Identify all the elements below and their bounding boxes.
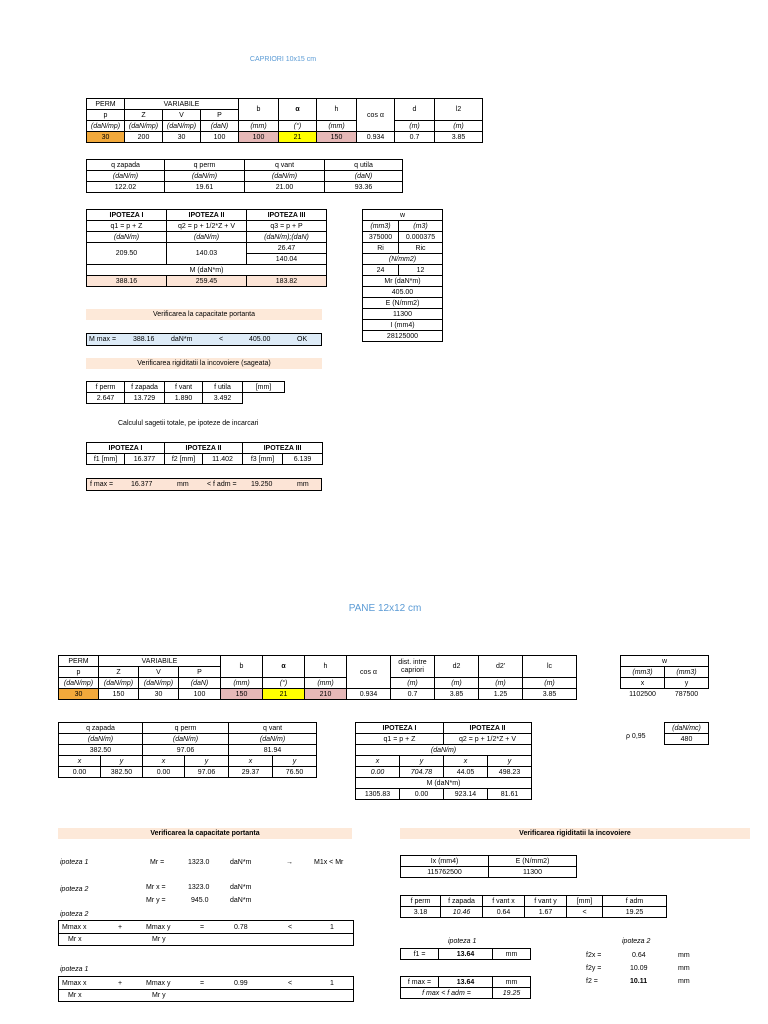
ratio-value: 0.78 bbox=[234, 924, 248, 931]
ipoteza-label: ipoteza 1 bbox=[60, 966, 89, 973]
unit: (mm) bbox=[239, 121, 279, 132]
condition: M1x < Mr bbox=[314, 859, 344, 866]
value-cell[interactable]: 93.36 bbox=[325, 182, 403, 193]
f-perm-header: f perm bbox=[401, 896, 441, 907]
value-cell[interactable]: 0.7 bbox=[391, 689, 435, 700]
f1-label: f1 [mm] bbox=[87, 454, 125, 465]
cos-header: cos α bbox=[357, 99, 395, 132]
unit: (daN) bbox=[179, 678, 221, 689]
value-cell[interactable]: 13.64 bbox=[439, 949, 493, 960]
capriori-loads-table bbox=[86, 159, 403, 193]
value-cell[interactable]: 3.85 bbox=[435, 132, 483, 143]
x-header: x bbox=[229, 756, 273, 767]
value-cell[interactable]: 97.06 bbox=[143, 745, 229, 756]
pane-deflection-table bbox=[400, 895, 667, 918]
value-cell[interactable]: 30 bbox=[59, 689, 99, 700]
value-cell[interactable]: 200 bbox=[125, 132, 163, 143]
ipoteza-3-header: IPOTEZA III bbox=[247, 210, 327, 221]
value-cell[interactable]: 0.00 bbox=[400, 789, 444, 800]
y-header: y bbox=[273, 756, 317, 767]
value-cell[interactable]: 11300 bbox=[363, 309, 443, 320]
x-header: x bbox=[143, 756, 185, 767]
value-cell[interactable]: 21.00 bbox=[245, 182, 325, 193]
unit: (mm3) bbox=[363, 221, 399, 232]
unit: [mm] bbox=[567, 896, 603, 907]
fraction-line bbox=[58, 933, 354, 934]
mr-value: 405.00 bbox=[249, 336, 271, 343]
unit: (daN/m) bbox=[167, 232, 247, 243]
ipoteza-1-header: IPOTEZA I bbox=[87, 443, 165, 454]
value-cell[interactable]: 44.05 bbox=[444, 767, 488, 778]
pane-f1-table bbox=[400, 948, 531, 960]
e-header: E (N/mm2) bbox=[363, 298, 443, 309]
ipoteza-2-header: IPOTEZA II bbox=[167, 210, 247, 221]
mry-label: Mr y = bbox=[146, 897, 166, 904]
stiffness-check-title: Verificarea rigiditatii la incovoiere (sageata) bbox=[86, 358, 322, 369]
value-cell[interactable]: 498.23 bbox=[488, 767, 532, 778]
unit: (daN/m) bbox=[356, 745, 532, 756]
unit: mm bbox=[493, 977, 531, 988]
value-cell[interactable]: 0.934 bbox=[347, 689, 391, 700]
perm-header: PERM bbox=[87, 99, 125, 110]
unit: (mm) bbox=[317, 121, 357, 132]
value-cell[interactable]: 19.61 bbox=[165, 182, 245, 193]
rho-label: ρ 0,95 bbox=[626, 733, 646, 740]
d2p-header: d2' bbox=[479, 656, 523, 678]
b-header: b bbox=[221, 656, 263, 678]
f-utila-header: f utila bbox=[203, 382, 243, 393]
ipoteza-2-caption: ipoteza 2 bbox=[622, 938, 651, 945]
value-cell[interactable]: 100 bbox=[201, 132, 239, 143]
plus-sign: + bbox=[118, 980, 123, 987]
numerator: Mmax y bbox=[146, 924, 171, 931]
f3-label: f3 [mm] bbox=[243, 454, 283, 465]
value-cell[interactable]: 28125000 bbox=[363, 331, 443, 342]
ipoteza-2-header: IPOTEZA II bbox=[444, 723, 532, 734]
equals-sign: = bbox=[200, 924, 205, 931]
pp-header: P bbox=[179, 667, 221, 678]
ok-status: OK bbox=[297, 336, 308, 343]
fmax-unit: mm bbox=[177, 481, 189, 488]
unit: (daN/m);(daN) bbox=[247, 232, 327, 243]
unit: (daN) bbox=[325, 171, 403, 182]
y-header: y bbox=[101, 756, 143, 767]
variabile-header: VARIABILE bbox=[125, 99, 239, 110]
pane-w-table bbox=[620, 655, 709, 700]
denominator: Mr y bbox=[152, 936, 166, 943]
value-cell[interactable]: 140.03 bbox=[167, 243, 247, 265]
value-cell[interactable]: 787500 bbox=[674, 690, 699, 698]
capriori-deflection-table bbox=[86, 381, 285, 404]
q-zapada-header: q zapada bbox=[87, 160, 165, 171]
f2x-label: f2x = bbox=[586, 952, 602, 959]
equals-sign: = bbox=[200, 980, 205, 987]
mrx-label: Mr x = bbox=[146, 884, 166, 891]
value-cell[interactable]: 0.934 bbox=[357, 132, 395, 143]
q-vant-header: q vant bbox=[245, 160, 325, 171]
mmax-unit: daN*m bbox=[171, 336, 193, 343]
mry-unit: daN*m bbox=[230, 897, 252, 904]
mr-header: Mr (daN*m) bbox=[363, 276, 443, 287]
unit: (daN/m) bbox=[229, 734, 317, 745]
value-cell[interactable]: 3.85 bbox=[435, 689, 479, 700]
value-cell[interactable]: 0.00 bbox=[59, 767, 101, 778]
f-perm-header: f perm bbox=[87, 382, 125, 393]
value-cell[interactable]: 3.492 bbox=[203, 393, 243, 404]
capriori-title: CAPRIORI 10x15 cm bbox=[249, 56, 317, 63]
d2-header: d2 bbox=[435, 656, 479, 678]
numerator: Mmax x bbox=[62, 924, 87, 931]
pane-input-table bbox=[58, 655, 577, 700]
unit: [mm] bbox=[243, 382, 285, 393]
f2-label: f2 = bbox=[586, 978, 598, 985]
mr-label: Mr = bbox=[150, 859, 165, 866]
alpha-header: α bbox=[263, 656, 305, 678]
f2-value: 10.11 bbox=[630, 978, 648, 985]
unit: mm bbox=[493, 949, 531, 960]
value-cell[interactable]: 21 bbox=[279, 132, 317, 143]
unit: (daN/mc) bbox=[665, 723, 709, 734]
unit: (daN/m) bbox=[143, 734, 229, 745]
mr-value: 1323.0 bbox=[188, 859, 210, 866]
f-adm-header: f adm bbox=[603, 896, 667, 907]
ipoteza-1-header: IPOTEZA I bbox=[87, 210, 167, 221]
b-header: b bbox=[239, 99, 279, 121]
value-cell[interactable]: 1305.83 bbox=[356, 789, 400, 800]
value-cell[interactable]: 0.00 bbox=[143, 767, 185, 778]
f-zapada-header: f zapada bbox=[441, 896, 483, 907]
value-cell[interactable]: 150 bbox=[99, 689, 139, 700]
fadm-condition: f max < f adm = bbox=[401, 988, 493, 999]
value-cell[interactable]: 30 bbox=[87, 132, 125, 143]
v-header: V bbox=[139, 667, 179, 678]
limit-value: 1 bbox=[330, 924, 334, 931]
fadm-value: 19.250 bbox=[251, 481, 273, 488]
unit: (daN/m) bbox=[165, 171, 245, 182]
unit: (mm) bbox=[221, 678, 263, 689]
unit: (m) bbox=[395, 121, 435, 132]
value-cell[interactable]: 150 bbox=[317, 132, 357, 143]
value-cell[interactable]: 100 bbox=[179, 689, 221, 700]
y-header: y bbox=[665, 678, 709, 689]
pp-header: P bbox=[201, 110, 239, 121]
value-cell[interactable]: 76.50 bbox=[273, 767, 317, 778]
value-cell[interactable]: 3.85 bbox=[523, 689, 577, 700]
mrx-unit: daN*m bbox=[230, 884, 252, 891]
ric-header: Ric bbox=[399, 243, 443, 254]
ipoteza-label: ipoteza 1 bbox=[60, 859, 89, 866]
pane-fmax-table bbox=[400, 976, 531, 999]
formula: q2 = p + 1/2*Z + V bbox=[444, 734, 532, 745]
unit: (daN/m) bbox=[59, 734, 143, 745]
value-cell[interactable]: 11300 bbox=[489, 867, 577, 878]
y-header: y bbox=[185, 756, 229, 767]
denominator: Mr x bbox=[68, 936, 82, 943]
lc-header: lc bbox=[523, 656, 577, 678]
x-header: x bbox=[621, 678, 665, 689]
value-cell[interactable]: 12 bbox=[399, 265, 443, 276]
x-header: x bbox=[356, 756, 400, 767]
p-header: p bbox=[59, 667, 99, 678]
formula: q1 = p + Z bbox=[356, 734, 444, 745]
value-cell[interactable]: 140.04 bbox=[247, 254, 327, 265]
unit: (N/mm2) bbox=[363, 254, 443, 265]
ratio-value: 0.99 bbox=[234, 980, 248, 987]
value-cell[interactable]: 81.61 bbox=[488, 789, 532, 800]
f2y-label: f2y = bbox=[586, 965, 602, 972]
pane-stiffness-table bbox=[400, 855, 577, 878]
ipoteza-1-caption: ipoteza 1 bbox=[448, 938, 477, 945]
ix-header: Ix (mm4) bbox=[401, 856, 489, 867]
value-cell[interactable]: 16.377 bbox=[125, 454, 165, 465]
unit: (m) bbox=[435, 121, 483, 132]
z-header: Z bbox=[125, 110, 163, 121]
value-cell[interactable]: 100 bbox=[239, 132, 279, 143]
value-cell[interactable]: 29.37 bbox=[229, 767, 273, 778]
pane-hypotheses-table bbox=[355, 722, 532, 800]
mrx-value: 1323.0 bbox=[188, 884, 210, 891]
ipoteza-label: ipoteza 2 bbox=[60, 911, 89, 918]
d-header: d bbox=[395, 99, 435, 121]
pane-loads-table bbox=[58, 722, 317, 778]
value-cell[interactable]: 3.18 bbox=[401, 907, 441, 918]
unit: (daN/mp) bbox=[163, 121, 201, 132]
unit: (mm3) bbox=[621, 667, 665, 678]
moment-header: M (daN*m) bbox=[87, 265, 327, 276]
value-cell[interactable]: 13.64 bbox=[439, 977, 493, 988]
x-header: x bbox=[444, 756, 488, 767]
h-header: h bbox=[317, 99, 357, 121]
value-cell[interactable]: 209.50 bbox=[87, 243, 167, 265]
denominator: Mr y bbox=[152, 992, 166, 999]
value-cell[interactable]: 30 bbox=[163, 132, 201, 143]
fmax-label: f max = bbox=[401, 977, 439, 988]
value-cell[interactable]: 97.06 bbox=[185, 767, 229, 778]
pane-title: PANE 12x12 cm bbox=[348, 603, 422, 614]
ipoteza-label: ipoteza 2 bbox=[60, 886, 89, 893]
arrow-icon: → bbox=[286, 859, 293, 866]
pane-capacity-check-title: Verificarea la capacitate portanta bbox=[58, 828, 352, 839]
q-perm-header: q perm bbox=[143, 723, 229, 734]
less-than: < bbox=[288, 980, 293, 987]
value-cell[interactable]: 0.00 bbox=[356, 767, 400, 778]
perm-header: PERM bbox=[59, 656, 99, 667]
formula: q2 = p + 1/2*Z + V bbox=[167, 221, 247, 232]
mmax-label: M max = bbox=[89, 336, 117, 343]
value-cell[interactable]: 923.14 bbox=[444, 789, 488, 800]
v-header: V bbox=[163, 110, 201, 121]
q-perm-header: q perm bbox=[165, 160, 245, 171]
value-cell[interactable]: 0.7 bbox=[395, 132, 435, 143]
value-cell[interactable]: 480 bbox=[665, 734, 709, 745]
w-header: w bbox=[621, 656, 709, 667]
value-cell[interactable]: 150 bbox=[221, 689, 263, 700]
denominator: Mr x bbox=[68, 992, 82, 999]
fmax-row bbox=[86, 478, 322, 491]
f1-label: f1 = bbox=[401, 949, 439, 960]
value-cell[interactable]: 115762500 bbox=[401, 867, 489, 878]
capriori-hypotheses-table bbox=[86, 209, 327, 287]
value-cell[interactable]: 405.00 bbox=[363, 287, 443, 298]
numerator: Mmax y bbox=[146, 980, 171, 987]
value-cell[interactable]: 382.50 bbox=[101, 767, 143, 778]
empty-cell bbox=[243, 393, 285, 404]
unit: (daN/mp) bbox=[139, 678, 179, 689]
unit: (°) bbox=[263, 678, 305, 689]
f2x-unit: mm bbox=[678, 952, 690, 959]
formula: q3 = p + P bbox=[247, 221, 327, 232]
ipoteza-1-header: IPOTEZA I bbox=[356, 723, 444, 734]
fmax-value: 16.377 bbox=[131, 481, 153, 488]
value-cell[interactable]: 1.890 bbox=[165, 393, 203, 404]
capriori-section-props-table bbox=[362, 209, 443, 342]
value-cell[interactable]: 259.45 bbox=[167, 276, 247, 287]
limit-value: 1 bbox=[330, 980, 334, 987]
fadm-label: < f adm = bbox=[207, 481, 237, 488]
f2y-unit: mm bbox=[678, 965, 690, 972]
value-cell[interactable]: 1.25 bbox=[479, 689, 523, 700]
e-header: E (N/mm2) bbox=[489, 856, 577, 867]
value-cell[interactable]: 375000 bbox=[363, 232, 399, 243]
unit: (m) bbox=[435, 678, 479, 689]
moment-header: M (daN*m) bbox=[356, 778, 532, 789]
p-header: p bbox=[87, 110, 125, 121]
f-vant-header: f vant bbox=[165, 382, 203, 393]
unit: (m) bbox=[523, 678, 577, 689]
mmax-row bbox=[86, 333, 322, 346]
unit: (daN/m) bbox=[245, 171, 325, 182]
value-cell[interactable]: 6.139 bbox=[283, 454, 323, 465]
value-cell[interactable]: 210 bbox=[305, 689, 347, 700]
pane-stiffness-check-title: Verificarea rigiditatii la incovoiere bbox=[400, 828, 750, 839]
fraction-line bbox=[58, 989, 354, 990]
unit: (daN/mp) bbox=[59, 678, 99, 689]
dist-header: dist. intre capriori bbox=[391, 656, 435, 678]
unit: (daN/mp) bbox=[87, 121, 125, 132]
value-cell[interactable]: 81.94 bbox=[229, 745, 317, 756]
value-cell[interactable]: 24 bbox=[363, 265, 399, 276]
unit: (daN/mp) bbox=[99, 678, 139, 689]
i-header: I (mm4) bbox=[363, 320, 443, 331]
less-than: < bbox=[567, 907, 603, 918]
unit: (m) bbox=[391, 678, 435, 689]
mry-value: 945.0 bbox=[191, 897, 209, 904]
value-cell[interactable]: 2.647 bbox=[87, 393, 125, 404]
f2-unit: mm bbox=[678, 978, 690, 985]
q-zapada-header: q zapada bbox=[59, 723, 143, 734]
capriori-input-table bbox=[86, 98, 483, 143]
numerator: Mmax x bbox=[62, 980, 87, 987]
pane-rho-table bbox=[664, 722, 709, 745]
value-cell[interactable]: 388.16 bbox=[87, 276, 167, 287]
value-cell[interactable]: 183.82 bbox=[247, 276, 327, 287]
value-cell[interactable]: 0.64 bbox=[483, 907, 525, 918]
y-header: y bbox=[400, 756, 444, 767]
value-cell[interactable]: 21 bbox=[263, 689, 305, 700]
z-header: Z bbox=[99, 667, 139, 678]
l2-header: l2 bbox=[435, 99, 483, 121]
value-cell[interactable]: 13.729 bbox=[125, 393, 165, 404]
unit: (mm3) bbox=[665, 667, 709, 678]
value-cell[interactable]: 1102500 bbox=[629, 690, 656, 698]
unit: (daN/m) bbox=[87, 232, 167, 243]
w-header: w bbox=[363, 210, 443, 221]
value-cell[interactable]: 11.402 bbox=[203, 454, 243, 465]
f2y-value: 10.09 bbox=[630, 965, 648, 972]
fmax-label: f max = bbox=[90, 481, 114, 488]
unit: (mm) bbox=[305, 678, 347, 689]
f2x-value: 0.64 bbox=[632, 952, 646, 959]
alpha-header: α bbox=[279, 99, 317, 121]
y-header: y bbox=[488, 756, 532, 767]
value-cell[interactable]: 30 bbox=[139, 689, 179, 700]
f-zapada-header: f zapada bbox=[125, 382, 165, 393]
value-cell[interactable]: 122.02 bbox=[87, 182, 165, 193]
value-cell[interactable]: 19.25 bbox=[603, 907, 667, 918]
q-utila-header: q utila bbox=[325, 160, 403, 171]
value-cell[interactable]: 1.67 bbox=[525, 907, 567, 918]
capacity-check-title: Verificarea la capacitate portanta bbox=[86, 309, 322, 320]
unit: (°) bbox=[279, 121, 317, 132]
f2-label: f2 [mm] bbox=[165, 454, 203, 465]
value-cell[interactable]: 26.47 bbox=[247, 243, 327, 254]
total-deflection-title: Calculul sagetii totale, pe ipoteze de incarcari bbox=[118, 420, 259, 427]
unit: (daN/mp) bbox=[125, 121, 163, 132]
value-cell[interactable]: 19.25 bbox=[493, 988, 531, 999]
ipoteza-2-header: IPOTEZA II bbox=[165, 443, 243, 454]
f-vant-x-header: f vant x bbox=[483, 896, 525, 907]
formula: q1 = p + Z bbox=[87, 221, 167, 232]
unit: (daN) bbox=[201, 121, 239, 132]
variabile-header: VARIABILE bbox=[99, 656, 221, 667]
plus-sign: + bbox=[118, 924, 123, 931]
less-than: < bbox=[219, 336, 224, 343]
h-header: h bbox=[305, 656, 347, 678]
value-cell[interactable]: 0.000375 bbox=[399, 232, 443, 243]
f-vant-y-header: f vant y bbox=[525, 896, 567, 907]
value-cell[interactable]: 10.46 bbox=[441, 907, 483, 918]
unit: (m) bbox=[479, 678, 523, 689]
unit: (daN/m) bbox=[87, 171, 165, 182]
mmax-value: 388.16 bbox=[133, 336, 155, 343]
x-header: x bbox=[59, 756, 101, 767]
less-than: < bbox=[288, 924, 293, 931]
unit: (m3) bbox=[399, 221, 443, 232]
value-cell[interactable]: 704.78 bbox=[400, 767, 444, 778]
fadm-unit: mm bbox=[297, 481, 309, 488]
value-cell[interactable]: 382.50 bbox=[59, 745, 143, 756]
cos-header: cos α bbox=[347, 656, 391, 689]
mr-unit: daN*m bbox=[230, 859, 252, 866]
ri-header: Ri bbox=[363, 243, 399, 254]
q-vant-header: q vant bbox=[229, 723, 317, 734]
ipoteza-3-header: IPOTEZA III bbox=[243, 443, 323, 454]
capriori-total-deflection-table bbox=[86, 442, 323, 465]
